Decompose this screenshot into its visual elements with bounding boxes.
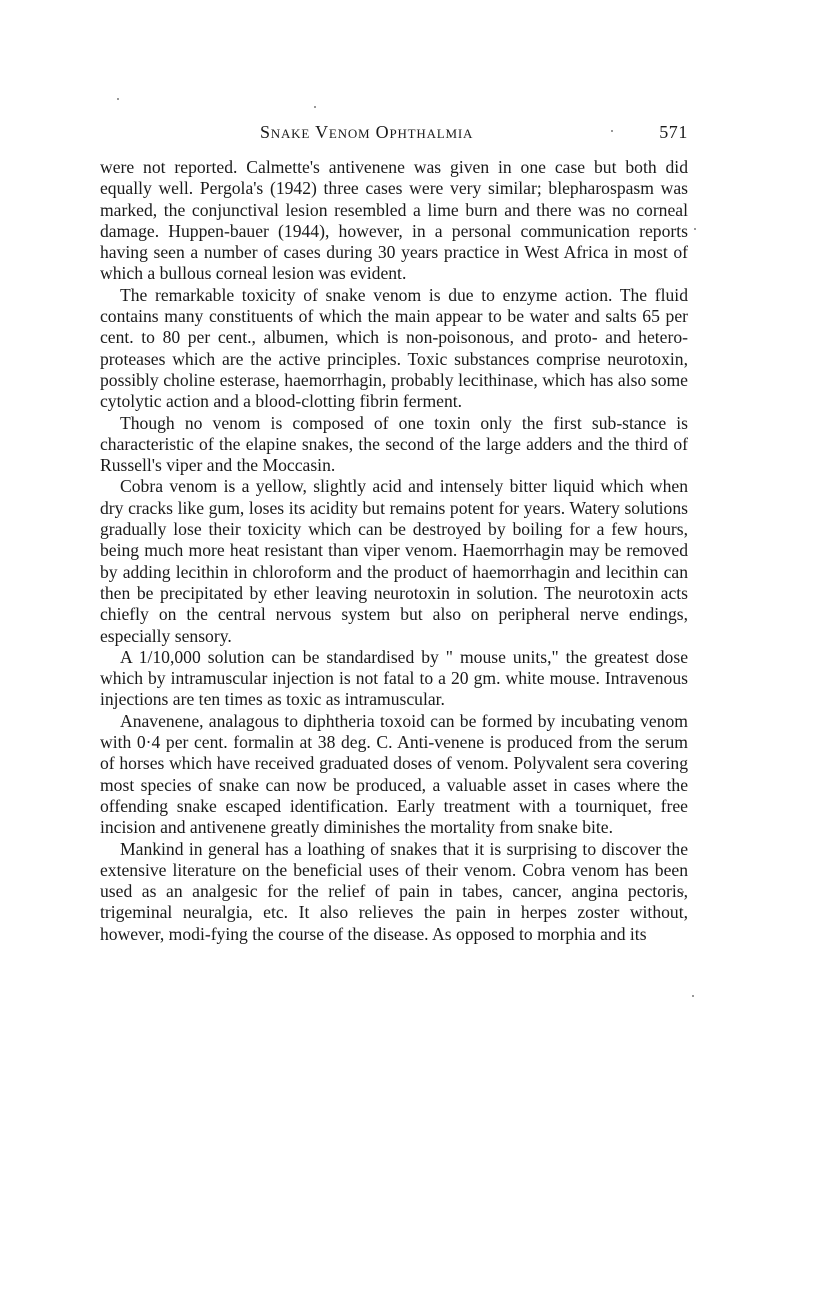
paragraph: A 1/10,000 solution can be standardised by " mouse units," the greatest dose which by intramuscular injection is not fatal to a 20 gm. white mouse. Intravenous injections are ten times as toxic as intramuscular. [100,646,688,710]
paragraph-continued: were not reported. Calmette's antivenene was given in one case but both did equally well. Pergola's (1942) three cases were very similar; blepharospasm was marked, the conjunctival lesion resembled a lime burn and there was no corneal damage. Huppen-bauer (1944), however, in a personal communication reports having seen a number of cases during 30 years practice in West Africa in most of which a bullous corneal lesion was evident. [100,157,688,284]
paragraph: Cobra venom is a yellow, slightly acid and intensely bitter liquid which when dry cracks like gum, loses its acidity but remains potent for years. Watery solutions gradually lose their toxicity which can be destroyed by boiling for a few hours, being much more heat resistant than viper venom. Haemorrhagin may be removed by adding lecithin in chloroform and the product of haemorrhagin and lecithin can then be precipitated by ether leaving neurotoxin in solution. The neurotoxin acts chiefly on the central nervous system but also on peripheral nerve endings, especially sensory. [100,476,688,646]
scan-speck [117,98,119,100]
body-text [100,157,688,945]
scan-speck [314,106,316,108]
paragraph: The remarkable toxicity of snake venom is due to enzyme action. The fluid contains many constituents of which the main appear to be water and salts 65 per cent. to 80 per cent., albumen, which is non-poisonous, and proto- and hetero-proteases which are the active principles. Toxic substances comprise neurotoxin, possibly choline esterase, haemorrhagin, probably lecithinase, which has also some cytolytic action and a blood-clotting fibrin ferment. [100,284,688,412]
running-title: Snake Venom Ophthalmia [260,122,474,142]
scan-speck [694,228,696,230]
page-number: 571 [659,122,688,142]
scan-speck [692,995,694,997]
paragraph: Though no venom is composed of one toxin only the first sub-stance is characteristic of the elapine snakes, the second of the large adders and the third of Russell's viper and the Moccasin. [100,412,688,476]
running-head [100,122,688,144]
paragraph: Mankind in general has a loathing of snakes that it is surprising to discover the extensive literature on the beneficial uses of their venom. Cobra venom has been used as an analgesic for the relief of pain in tabes, cancer, angina pectoris, trigeminal neuralgia, etc. It also relieves the pain in herpes zoster without, however, modi-fying the course of the disease. As opposed to morphia and its [100,838,688,944]
paragraph: Anavenene, analagous to diphtheria toxoid can be formed by incubating venom with 0·4 per cent. formalin at 38 deg. C. Anti-venene is produced from the serum of horses which have received graduated doses of venom. Polyvalent sera covering most species of snake can now be produced, a valuable asset in cases where the offending snake escaped identification. Early treatment with a tourniquet, free incision and antivenene greatly diminishes the mortality from snake bite. [100,710,688,838]
